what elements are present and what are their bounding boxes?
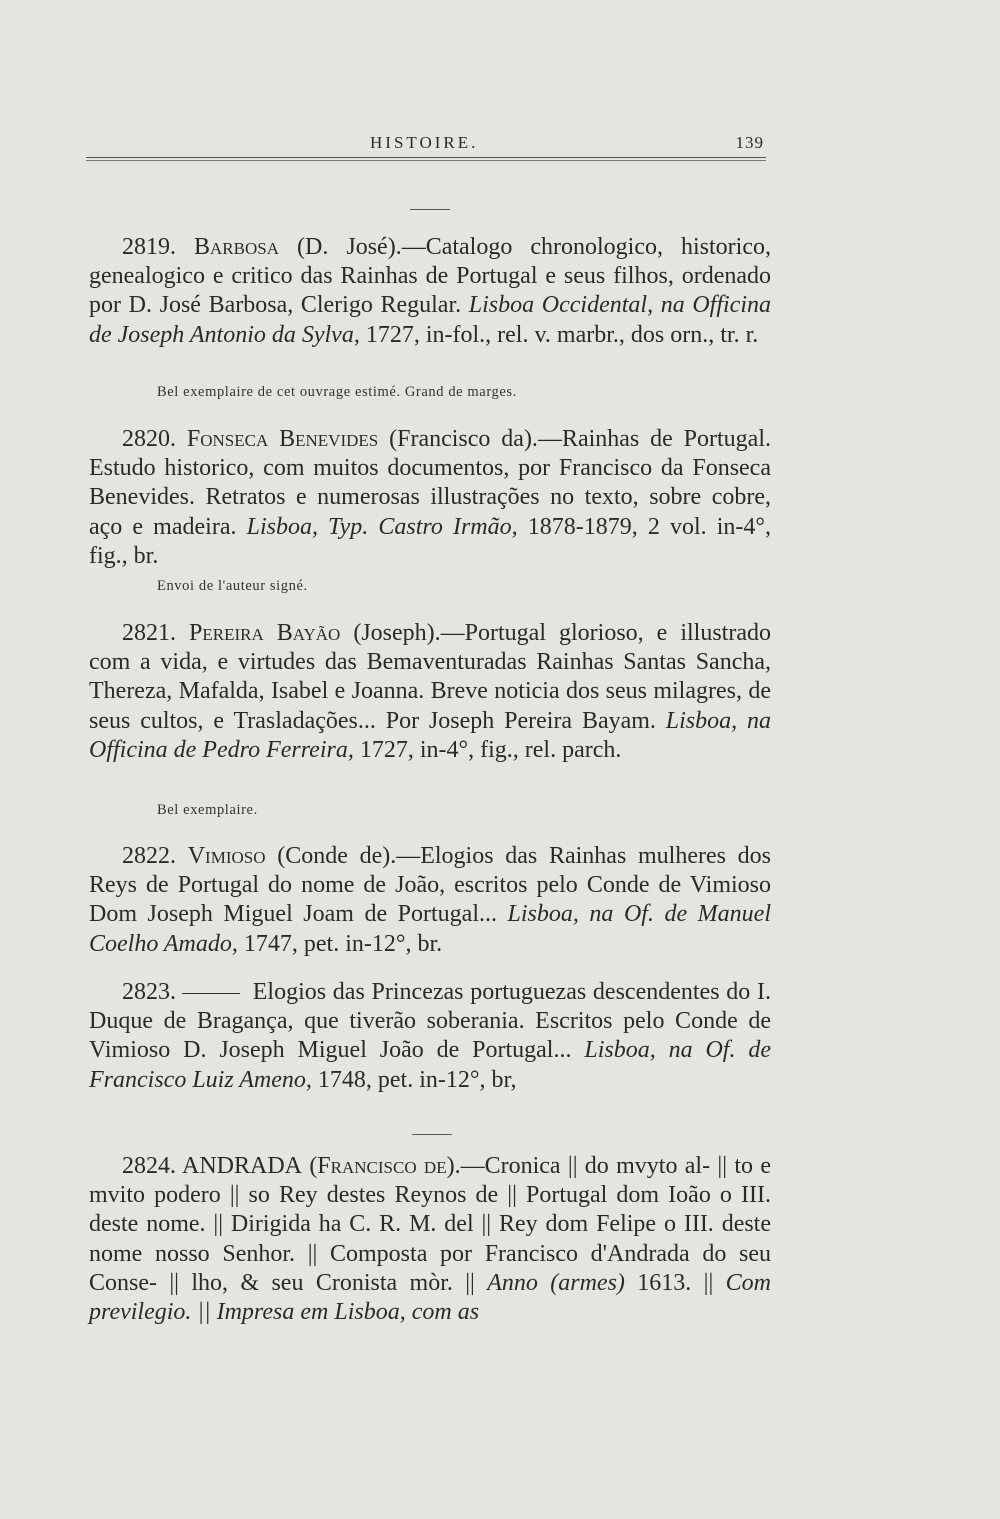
entry-author: ANDRADA: [182, 1153, 302, 1179]
entry-title: —Cronica || do mvyto al- || to e mvito podero || so Rey destes Reynos de || Portugal dom Ioão o III. deste nome. || Dirigida ha C. R. M. del || Rey dom Felipe o III. deste nome nosso Senhor. || Composta por Francisco d'Andrada do seu Conse- || lho, & seu Cronista mòr. ||: [89, 1153, 771, 1296]
entry-imprint: Lisboa, na Of. de Francisco Luiz Ameno,: [89, 1037, 772, 1093]
entry-author-detail: (Francisco da).: [378, 426, 538, 452]
ditto-dash: [182, 993, 240, 994]
entry-number: 2822.: [122, 843, 176, 869]
page-number: 139: [735, 133, 764, 152]
running-title: HISTOIRE.: [370, 133, 479, 152]
entry-title: —Elogios das Rainhas mulheres dos Reys de Portugal do nome de João, escritos pelo Conde de Vimioso Dom Joseph Miguel Joam de Portugal...: [89, 843, 772, 928]
entry-2822: [89, 842, 771, 959]
entry-number: 2823.: [122, 979, 176, 1005]
page-header: [86, 133, 766, 163]
entry-2823: [89, 978, 771, 1095]
entry-title: —Portugal glorioso, e illustrado com a vida, e virtudes das Bemaventuradas Rainhas Santas Sancha, Thereza, Mafalda, Isabel e Joanna. Breve noticia dos seus milagres, de seus cultos, e Trasladações... Por Joseph Pereira Bayam.: [89, 620, 771, 734]
entry-note: Envoi de l'auteur signé.: [157, 578, 308, 594]
entry-number: 2821.: [122, 620, 176, 646]
entry-author-detail: (Joseph).: [340, 620, 441, 646]
entry-imprint: Lisboa, na Officina de Pedro Ferreira,: [89, 707, 771, 763]
entry-note: Bel exemplaire de cet ouvrage estimé. Grand de marges.: [157, 384, 517, 400]
entry-imprint: Lisboa, Typ. Castro Irmão,: [246, 513, 518, 540]
entry-title: —Catalogo chronologico, historico, genealogico e critico das Rainhas de Portugal e seus filhos, ordenado por D. José Barbosa, Clerigo Regular.: [89, 234, 771, 319]
section-separator: [410, 209, 450, 210]
entry-collation: 1878-1879, 2 vol. in-4°, fig., br.: [89, 513, 772, 569]
entry-imprint: Lisboa Occidental, na Officina de Joseph Antonio da Sylva,: [89, 292, 772, 348]
entry-collation: 1748, pet. in-12°, br,: [311, 1066, 517, 1093]
entry-collation: 1747, pet. in-12°, br.: [237, 930, 443, 957]
entry-author-detail: (Conde de).: [265, 843, 397, 869]
entry-number: 2820.: [122, 426, 176, 452]
entry-2824: [89, 1152, 771, 1327]
entry-collation: 1613. ||: [624, 1269, 726, 1296]
entry-author: Barbosa: [194, 234, 279, 260]
entry-title: Elogios das Princezas portuguezas descendentes do I. Duque de Bragança, que tiverão soberania. Escritos pelo Conde de Vimioso D. Joseph Miguel João de Portugal...: [89, 979, 771, 1064]
entry-author: Pereira Bayão: [189, 620, 341, 646]
entry-imprint: Lisboa, na Of. de Manuel Coelho Amado,: [89, 901, 771, 957]
entry-note: Bel exemplaire.: [157, 802, 258, 818]
entry-2820: [89, 425, 771, 571]
entry-author-detail: (Francisco de).: [302, 1153, 461, 1179]
entry-author-detail: (D. José).: [279, 234, 402, 260]
entry-collation: 1727, in-fol., rel. v. marbr., dos orn., tr. r.: [359, 321, 759, 348]
entry-2819: [89, 233, 771, 350]
entry-author: Fonseca Benevides: [186, 426, 379, 452]
entry-2821: [89, 619, 771, 765]
header-rule: [86, 160, 766, 161]
entry-title: —Rainhas de Portugal. Estudo historico, com muitos documentos, por Francisco da Fonseca Benevides. Retratos e numerosas illustrações no texto, sobre cobre, aço e madeira.: [89, 426, 771, 540]
entry-number: 2824.: [122, 1153, 176, 1179]
entry-author: Vimioso: [187, 843, 266, 869]
section-separator: [412, 1134, 452, 1135]
entry-number: 2819.: [122, 234, 176, 260]
entry-imprint: Anno (armes): [487, 1269, 625, 1296]
entry-collation: 1727, in-4°, fig., rel. parch.: [353, 736, 622, 763]
header-rule: [86, 157, 766, 158]
entry-imprint-continued: Com previlegio. || Impresa em Lisboa, com as: [89, 1269, 772, 1326]
